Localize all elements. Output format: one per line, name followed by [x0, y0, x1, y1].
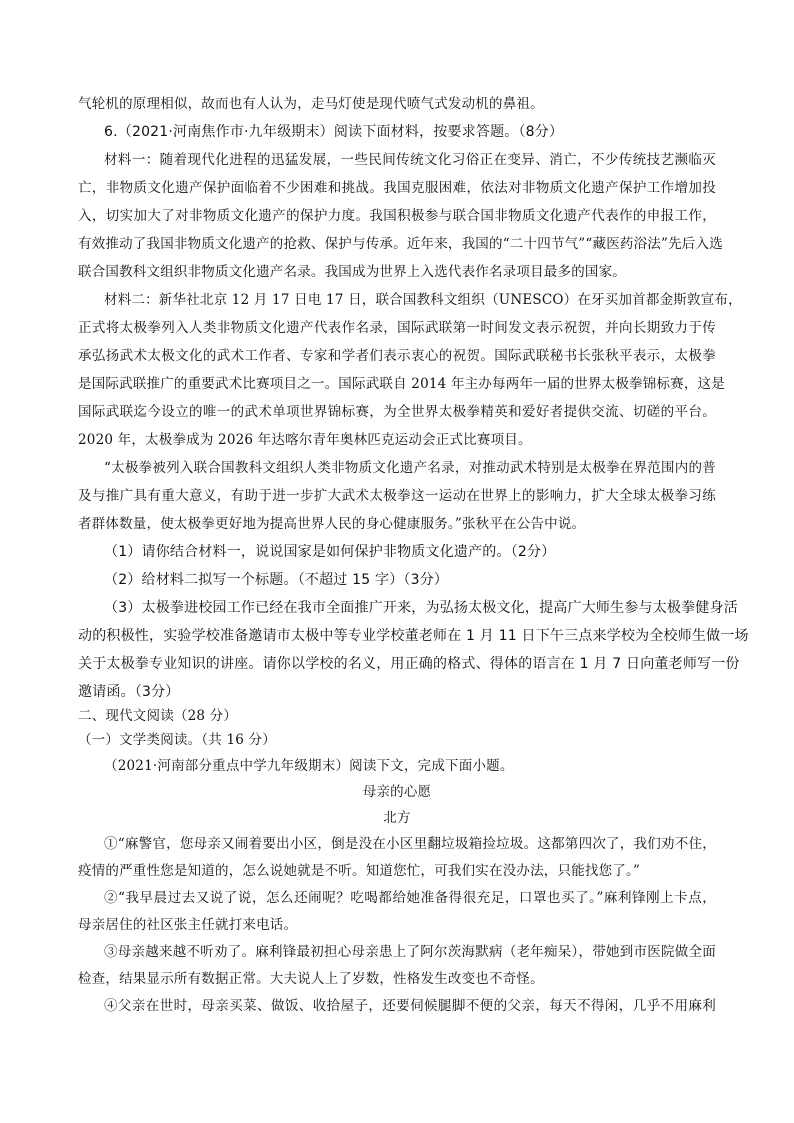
sub-question: 动的积极性，实验学校准备邀请市太极中等专业学校董老师在 1 月 11 日下午三点来学校为全校师生做一场: [78, 628, 749, 644]
paragraph-line: 入，切实加大了对非物质文化遗产的保护力度。我国积极参与联合国非物质文化遗产代表作的申报工作，: [78, 208, 716, 224]
article-title: 母亲的心愿: [362, 784, 432, 800]
paragraph-line: 国际武联迄今设立的唯一的武术单项世界锦标赛，为全世界太极拳精英和爱好者提供交流、切磋的平台。: [78, 404, 716, 420]
paragraph-line: 及与推广具有重大意义，有助于进一步扩大武术太极拳这一运动在世界上的影响力，扩大全球太极拳习练: [78, 488, 716, 504]
paragraph-line: 正式将太极拳列入人类非物质文化遗产代表作名录，国际武联第一时间发文表示祝贺，并向长期致力于传: [78, 320, 716, 336]
paragraph-line: 检查，结果显示所有数据正常。大夫说人上了岁数，性格发生改变也不奇怪。: [78, 971, 544, 987]
paragraph-line: 承弘扬武术太极文化的武术工作者、专家和学者们表示衷心的祝贺。国际武联秘书长张秋平表示，太极拳: [78, 348, 716, 364]
paragraph-line: 疫情的严重性您是知道的，怎么说她就是不听。知道您忙，可我们实在没办法，只能找您了。”: [78, 863, 641, 879]
sub-question: 邀请函。（3分）: [78, 684, 180, 700]
section-heading: 二、现代文阅读（28 分）: [78, 708, 238, 724]
paragraph-line: 材料一：随着现代化进程的迅猛发展，一些民间传统文化习俗正在变异、消亡，不少传统技艺濒临灭: [104, 152, 716, 168]
article-author: 北方: [383, 810, 411, 826]
paragraph-line: “太极拳被列入联合国教科文组织人类非物质文化遗产名录，对推动武术特别是太极拳在界范围内的普: [104, 460, 716, 476]
question-heading: 6.（2021·河南焦作市·九年级期末）阅读下面材料，按要求答题。（8分）: [104, 124, 564, 140]
sub-question: （3）太极拳进校园工作已经在我市全面推广开来，为弘扬太极文化，提高广大师生参与太极拳健身活: [104, 600, 738, 616]
sub-question: 关于太极拳专业知识的讲座。请你以学校的名义，用正确的格式、得体的语言在 1 月 7 日向董老师写一份: [78, 656, 740, 672]
paragraph-line: ②“我早晨过去又说了说，怎么还闹呢？吃喝都给她准备得很充足，口罩也买了。”麻利锋刚上卡点，: [104, 890, 716, 906]
paragraph-line: 气轮机的原理相似，故而也有人认为，走马灯使是现代喷气式发动机的鼻祖。: [78, 96, 544, 112]
paragraph-line: ④父亲在世时，母亲买菜、做饭、收拾屋子，还要伺候腿脚不便的父亲，每天不得闲，几乎不用麻利: [104, 998, 716, 1014]
paragraph-line: 材料二：新华社北京 12 月 17 日电 17 日，联合国教科文组织（UNESCO）在牙买加首都金斯敦宣布，: [104, 292, 742, 308]
sub-question: （1）请你结合材料一，说说国家是如何保护非物质文化遗产的。（2分）: [104, 544, 556, 560]
question-heading: （2021·河南部分重点中学九年级期末）阅读下文，完成下面小题。: [104, 758, 514, 774]
paragraph-line: 2020 年，太极拳成为 2026 年达喀尔青年奥林匹克运动会正式比赛项目。: [78, 432, 532, 448]
paragraph-line: 联合国教科文组织非物质文化遗产名录。我国成为世界上入选代表作名录项目最多的国家。: [78, 264, 626, 280]
paragraph-line: 亡，非物质文化遗产保护面临着不少困难和挑战。我国克服困难，依法对非物质文化遗产保护工作增加投: [78, 180, 716, 196]
paragraph-line: ③母亲越来越不听劝了。麻利锋最初担心母亲患上了阿尔茨海默病（老年痴呆），带她到市医院做全面: [104, 944, 716, 960]
paragraph-line: 者群体数量，使太极拳更好地为提高世界人民的身心健康服务。”张秋平在公告中说。: [78, 516, 586, 532]
paragraph-line: 是国际武联推广的重要武术比赛项目之一。国际武联自 2014 年主办每两年一届的世界太极拳锦标赛，这是: [78, 376, 725, 392]
subsection-heading: （一）文学类阅读。（共 16 分）: [78, 732, 276, 748]
paragraph-line: 有效推动了我国非物质文化遗产的抢救、保护与传承。近年来，我国的“二十四节气”“藏医药浴法”先后入选: [78, 236, 723, 252]
paragraph-line: ①“麻警官，您母亲又闹着要出小区，倒是没在小区里翻垃圾箱捡垃圾。这都第四次了，我们劝不住，: [104, 836, 716, 852]
paragraph-line: 母亲居住的社区张主任就打来电话。: [78, 917, 298, 933]
sub-question: （2）给材料二拟写一个标题。（不超过 15 字）（3分）: [104, 572, 449, 588]
